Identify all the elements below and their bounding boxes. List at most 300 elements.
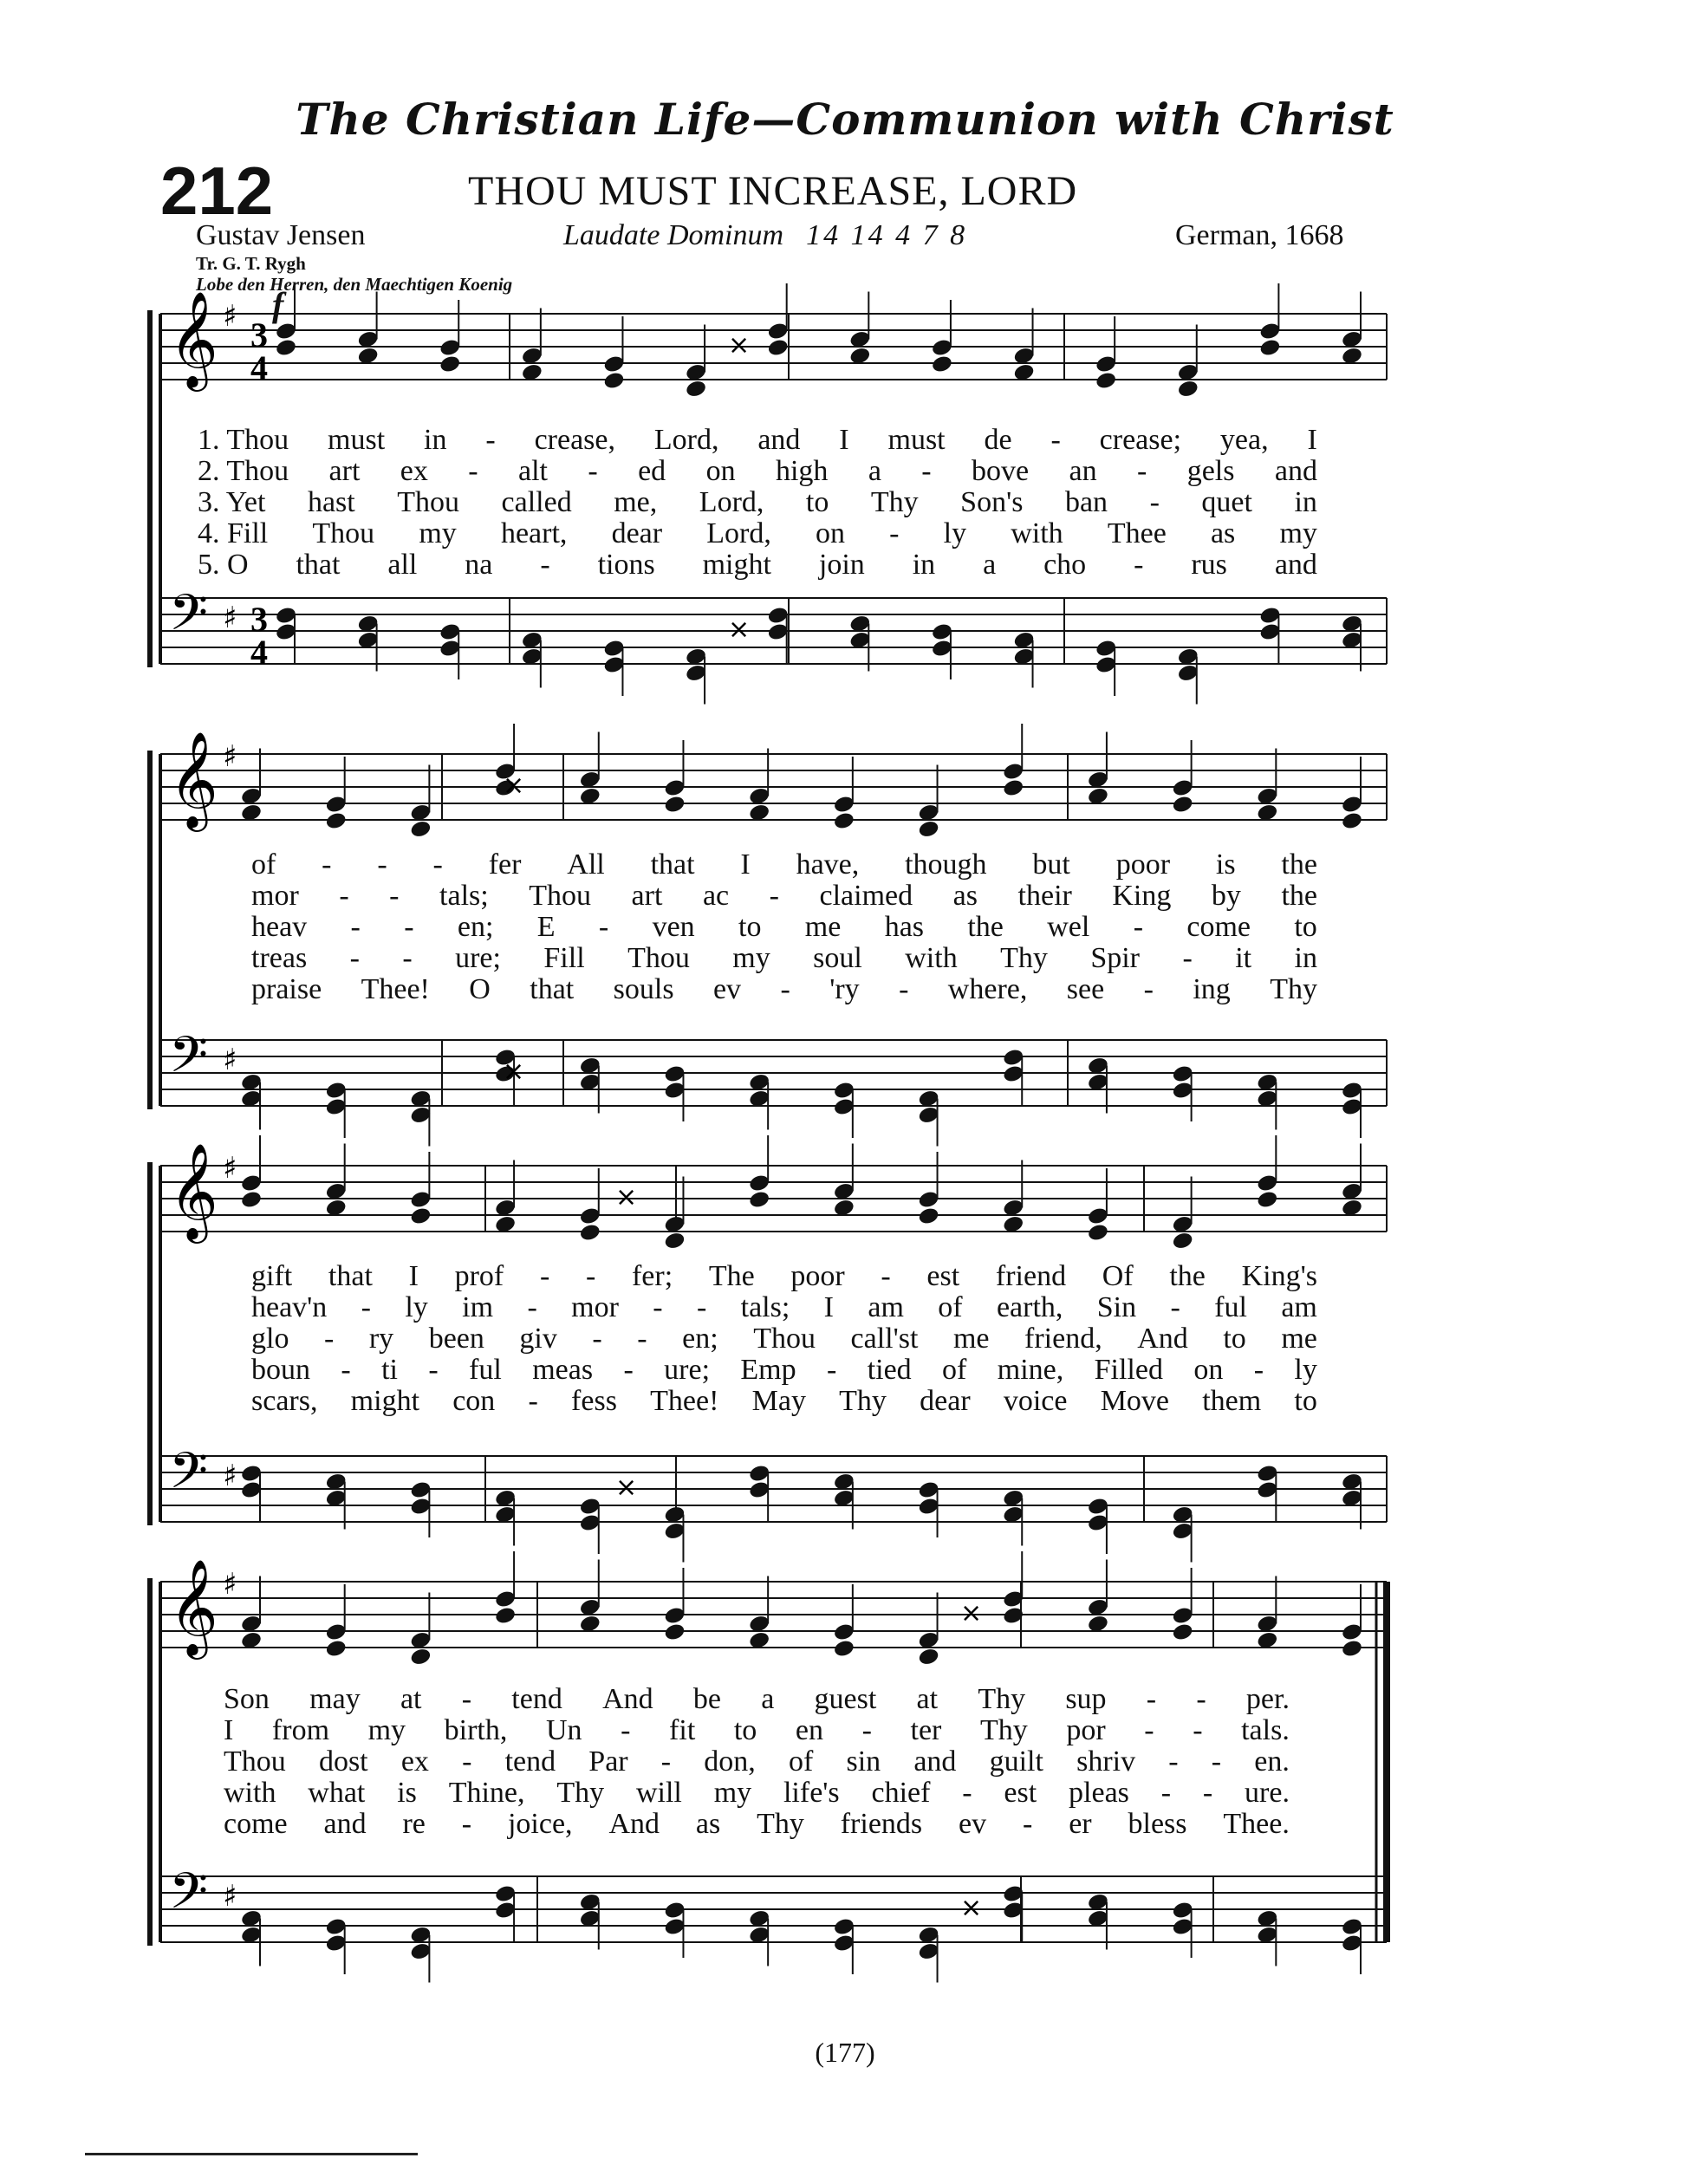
lyric-syllable: yea, [1219,424,1269,456]
lyric-syllable: friends [840,1808,923,1840]
note-head [1172,1231,1194,1251]
lyric-syllable: Thou [627,942,690,974]
lyric-syllable: Son [224,1683,270,1715]
lyric-syllable: on [1193,1354,1224,1386]
lyric-syllable: in [1294,486,1317,518]
note-head [917,1206,939,1226]
lyric-syllable: to [805,486,829,518]
lyric-syllable: - [389,880,400,912]
lyric-syllable: ven [652,911,695,943]
lyric-line [251,849,1317,881]
lyric-line [251,1355,1317,1386]
lyric-syllable: see [1066,973,1105,1005]
lyric-line [224,1684,1290,1715]
lyric-syllable: guilt [989,1745,1043,1778]
lyric-syllable: Filled [1094,1354,1163,1386]
lyric-syllable: - [468,455,478,487]
lyric-syllable: - [462,1745,472,1778]
dynamic-marking-forte: f [272,285,284,324]
lyric-syllable: Thy [1270,973,1317,1005]
lyric-syllable: birth, [444,1714,508,1746]
lyric-syllable: is [1215,848,1236,881]
lyric-syllable: ful [1214,1291,1247,1323]
lyric-syllable: en [795,1714,823,1746]
treble-clef-icon: 𝄞 [169,1558,218,1655]
lyric-syllable: the [1281,880,1317,912]
lyric-syllable: - [598,911,609,943]
lyric-syllable: in [424,424,447,456]
lyric-syllable: heav [251,911,308,943]
lyric-syllable: I [740,848,751,881]
lyric-syllable: poor [1115,848,1171,881]
note-head [409,819,432,839]
lyric-line [198,456,1317,487]
lyric-syllable: - [349,942,360,974]
lyric-syllable: Fill [543,942,585,974]
lyric-syllable: - [637,1323,647,1355]
lyric-syllable: alt [518,455,548,487]
key-signature-sharp-icon: ♯ [223,1043,237,1077]
lyric-syllable: - [428,1354,439,1386]
lyric-syllable: - [881,1260,891,1292]
lyric-syllable: Thee [1107,517,1167,549]
lyric-syllable: And [602,1683,653,1715]
lyric-syllable: by [1211,880,1241,912]
lyric-syllable: Thee! [361,973,430,1005]
lyric-syllable: 1. Thou [198,424,289,456]
lyric-syllable: their [1017,880,1072,912]
bass-clef-icon: 𝄢 [169,1862,209,1933]
lyric-syllable: And [608,1808,660,1840]
lyric-syllable: Thy [979,1714,1028,1746]
lyric-syllable: Son's [960,486,1024,518]
treble-clef-icon: 𝄞 [169,1142,218,1239]
lyric-syllable: my [367,1714,406,1746]
lyric-syllable: Thou [224,1745,286,1778]
lyric-syllable: a [983,549,997,581]
lyric-syllable: - [1168,1745,1179,1778]
lyric-syllable: that [296,549,341,581]
note-head [748,1190,770,1210]
note-head [1341,811,1363,831]
lyric-syllable: na [465,549,493,581]
lyric-syllable: mine, [997,1354,1064,1386]
lyric-syllable: as [695,1808,721,1840]
lyric-syllable: of [251,848,276,881]
lyric-syllable: Thine, [448,1777,525,1809]
quarter-rest-icon: × [503,1056,525,1087]
lyric-syllable: to [1223,1323,1246,1355]
lyric-syllable: my [732,942,770,974]
lyric-syllable: Thou [529,880,592,912]
lyric-syllable: heart, [500,517,568,549]
lyric-syllable: est [926,1260,960,1292]
lyric-syllable: en; [682,1323,718,1355]
lyric-syllable: them [1202,1385,1262,1417]
lyric-syllable: am [868,1291,904,1323]
lyric-syllable: the [967,911,1004,943]
bass-clef-icon: 𝄢 [169,1441,209,1512]
lyric-syllable: a [761,1683,775,1715]
lyric-syllable: joice, [507,1808,573,1840]
lyric-syllable: high [775,455,829,487]
lyric-syllable: - [899,973,909,1005]
lyric-syllable: at [400,1683,422,1715]
key-signature-sharp-icon: ♯ [223,299,237,334]
lyric-syllable: ly [405,1291,428,1323]
note-head [1172,1622,1194,1642]
lyric-line [251,974,1317,1005]
note-head [275,338,297,358]
key-signature-sharp-icon: ♯ [223,1151,237,1186]
lyric-syllable: and [323,1808,367,1840]
lyric-syllable: art [631,880,663,912]
lyric-syllable: life's [783,1777,840,1809]
lyric-syllable: an [1069,455,1097,487]
lyric-syllable: with [1011,517,1063,549]
lyric-syllable: ure; [664,1354,711,1386]
lyric-syllable: Thy [839,1385,887,1417]
lyric-syllable: ly [943,517,967,549]
lyric-line [224,1715,1290,1746]
lyric-line [198,549,1317,581]
lyric-syllable: my [713,1777,752,1809]
lyric-syllable: 3. Yet [198,486,266,518]
lyric-syllable: ure. [1245,1777,1290,1809]
note-head [409,1647,432,1667]
lyric-line [251,1386,1317,1417]
time-signature-numerator: 3 [250,600,268,639]
lyric-syllable: - [485,424,496,456]
lyric-syllable: earth, [996,1291,1063,1323]
lyric-syllable: ing [1193,973,1231,1005]
lyric-syllable: - [621,1714,631,1746]
quarter-rest-icon: × [728,330,751,361]
lyric-syllable: - [540,549,550,581]
lyric-line [251,1292,1317,1323]
lyric-syllable: might [350,1385,420,1417]
lyric-syllable: Emp [740,1354,796,1386]
key-signature-sharp-icon: ♯ [223,1879,237,1914]
lyric-syllable: but [1032,848,1070,881]
lyric-syllable: shriv [1076,1745,1136,1778]
lyric-syllable: - [402,942,413,974]
lyric-syllable: with [905,942,958,974]
lyric-line [224,1778,1290,1809]
lyric-syllable: - [339,880,349,912]
lyric-syllable: - [1182,942,1193,974]
lyric-syllable: where, [947,973,1028,1005]
lyric-line [198,487,1317,518]
treble-clef-icon: 𝄞 [169,290,218,387]
bass-clef-icon: 𝄢 [169,1025,209,1096]
lyric-syllable: - [1196,1683,1206,1715]
note-head [663,1231,686,1251]
quarter-rest-icon: × [728,614,751,645]
lyric-syllable: crease, [534,424,615,456]
lyric-syllable: - [588,455,598,487]
lyric-syllable: - [585,1260,596,1292]
lyric-syllable: - [1143,973,1154,1005]
lyric-syllable: - [1160,1777,1172,1809]
tune-meter: 14 14 4 7 8 [806,219,968,251]
lyric-syllable: er [1069,1808,1092,1840]
lyric-syllable: voice [1003,1385,1068,1417]
lyric-syllable: has [884,911,925,943]
lyric-syllable: will [635,1777,682,1809]
lyric-syllable: from [271,1714,330,1746]
lyric-syllable: of [788,1745,814,1778]
lyric-syllable: The [708,1260,755,1292]
lyric-syllable: cho [1043,549,1087,581]
lyric-syllable: meas [532,1354,594,1386]
lyric-syllable: - [780,973,790,1005]
note-head [663,1622,686,1642]
lyric-syllable: ex [400,455,428,487]
note-head [1341,1639,1363,1659]
lyric-syllable: - [1253,1354,1264,1386]
lyric-line [251,1261,1317,1292]
lyric-syllable: guest [814,1683,877,1715]
lyric-line [251,881,1317,912]
lyric-syllable: - [377,848,387,881]
lyric-syllable: that [650,848,695,881]
lyric-syllable: am [1281,1291,1317,1323]
key-signature-sharp-icon: ♯ [223,1567,237,1602]
lyric-syllable: tals; [439,880,489,912]
lyric-syllable: mor [251,880,299,912]
lyric-syllable: I [839,424,849,456]
lyric-syllable: fer; [631,1260,673,1292]
lyric-syllable: ful [469,1354,502,1386]
lyric-syllable: - [592,1323,602,1355]
time-signature-denominator: 4 [250,633,268,672]
lyric-syllable: Sin [1096,1291,1137,1323]
lyric-syllable: - [461,1808,472,1840]
lyric-syllable: ex [400,1745,429,1778]
lyric-syllable: fit [669,1714,696,1746]
lyric-syllable: of [942,1354,967,1386]
lyric-syllable: con [452,1385,496,1417]
lyric-syllable: Thy [757,1808,804,1840]
lyric-syllable: - [361,1291,371,1323]
lyric-line [224,1809,1290,1840]
lyric-syllable: come [1186,911,1251,943]
lyric-syllable: est [1004,1777,1037,1809]
lyric-syllable: art [328,455,361,487]
note-head [663,795,686,815]
lyric-syllable: - [623,1354,634,1386]
lyric-syllable: - [322,848,332,881]
lyric-syllable: King [1112,880,1172,912]
note-head [1095,371,1117,391]
lyric-syllable: call'st [850,1323,919,1355]
lyric-syllable: the [1169,1260,1206,1292]
note-head [1177,379,1199,399]
lyric-syllable: bless [1128,1808,1187,1840]
lyric-syllable: gift [251,1260,293,1292]
lyric-syllable: - [962,1777,972,1809]
lyric-syllable: - [1023,1808,1033,1840]
footer-rule [85,2153,418,2155]
lyric-syllable: - [539,1260,550,1292]
lyric-syllable: 2. Thou [198,455,289,487]
lyric-syllable: - [889,517,900,549]
lyric-syllable: giv [519,1323,557,1355]
lyric-syllable: what [308,1777,366,1809]
lyric-syllable: - [1202,1777,1213,1809]
note-head [602,371,625,391]
lyric-syllable: ac [702,880,730,912]
lyric-syllable: mor [571,1291,619,1323]
lyric-syllable: Spir [1090,942,1141,974]
note-head [1172,795,1194,815]
lyric-syllable: - [1144,1714,1154,1746]
lyric-syllable: gels [1186,455,1235,487]
lyric-syllable: - [769,880,779,912]
lyric-syllable: in [1294,942,1317,974]
quarter-rest-icon: × [960,1893,983,1923]
lyric-syllable: por [1066,1714,1106,1746]
lyric-syllable: Thee! [650,1385,719,1417]
lyric-syllable: ter [910,1714,942,1746]
lyric-syllable: to [1294,911,1317,943]
lyric-syllable: and [913,1745,957,1778]
lyric-syllable: ly [1294,1354,1317,1386]
lyric-syllable: - [1134,549,1144,581]
lyric-syllable: the [1281,848,1317,881]
lyric-syllable: - [461,1683,472,1715]
lyric-syllable: scars, [251,1385,318,1417]
original-title: Lobe den Herren, den Maechtigen Koenig [196,274,513,295]
lyric-syllable: and [1274,549,1317,581]
lyric-syllable: fer [488,848,522,881]
lyric-syllable: to [733,1714,757,1746]
note-head [494,1606,517,1626]
lyric-syllable: I [224,1714,234,1746]
lyric-syllable: must [887,424,946,456]
note-head [1087,1223,1109,1243]
lyric-line [224,1746,1290,1778]
lyric-syllable: treas [251,942,308,974]
lyric-syllable: crease; [1099,424,1182,456]
hymn-number: 212 [160,153,274,229]
lyric-syllable: - [1170,1291,1180,1323]
lyric-syllable: as [952,880,978,912]
translator-credit: Tr. G. T. Rygh [196,253,306,274]
lyric-syllable: that [328,1260,373,1292]
note-head [439,354,461,374]
note-head [325,811,348,831]
lyric-syllable: ed [638,455,666,487]
lyric-syllable: - [528,1385,538,1417]
lyric-syllable: - [1211,1745,1222,1778]
lyric-syllable: been [428,1323,484,1355]
lyric-syllable: - [861,1714,872,1746]
lyric-syllable: - [1193,1714,1203,1746]
lyric-syllable: Move [1100,1385,1170,1417]
note-head [1258,338,1281,358]
lyric-syllable: join [818,549,865,581]
lyric-syllable: tals. [1241,1714,1290,1746]
note-head [833,1639,855,1659]
tune-origin: German, 1668 [1175,219,1344,251]
lyric-syllable: may [309,1683,361,1715]
lyric-syllable: pleas [1069,1777,1129,1809]
lyric-syllable: hast [307,486,355,518]
quarter-rest-icon: × [503,770,525,801]
lyric-syllable: in [912,549,936,581]
lyric-syllable: don, [704,1745,756,1778]
lyric-syllable: bove [972,455,1030,487]
lyric-syllable: all [387,549,418,581]
key-signature-sharp-icon: ♯ [223,601,237,635]
time-signature-denominator: 4 [250,348,268,387]
note-head [685,379,707,399]
lyric-syllable: me [1281,1323,1317,1355]
note-head [767,338,790,358]
lyric-syllable: it [1235,942,1252,974]
lyric-syllable: to [738,911,762,943]
lyric-syllable: have, [796,848,860,881]
lyric-syllable: 'ry [829,973,860,1005]
lyric-syllable: heav'n [251,1291,328,1323]
lyric-syllable: to [1294,1385,1317,1417]
lyric-syllable: me [952,1323,990,1355]
lyric-syllable: ev [712,973,742,1005]
lyric-syllable: ure; [455,942,501,974]
lyric-syllable: ban [1064,486,1108,518]
lyric-syllable: sup [1065,1683,1107,1715]
lyric-syllable: - [826,1354,837,1386]
lyric-syllable: per. [1245,1683,1290,1715]
lyric-syllable: - [1133,911,1144,943]
lyric-line [251,912,1317,943]
lyric-syllable: I [1307,424,1317,456]
quarter-rest-icon: × [960,1598,983,1628]
lyric-syllable: rus [1191,549,1227,581]
note-head [833,811,855,831]
lyric-syllable: claimed [819,880,913,912]
lyric-syllable: tend [504,1745,556,1778]
lyric-syllable: that [530,973,575,1005]
lyric-syllable: friend, [1024,1323,1102,1355]
lyric-syllable: dear [920,1385,971,1417]
lyric-syllable: 5. O [198,549,249,581]
lyric-syllable: de [984,424,1012,456]
hymn-author: Gustav Jensen [196,219,366,251]
note-head [325,1639,348,1659]
note-head [240,1190,263,1210]
lyric-syllable: of [938,1291,963,1323]
lyric-syllable: be [692,1683,721,1715]
lyric-syllable: tied [867,1354,912,1386]
lyric-syllable: Lord, [653,424,719,456]
tune-name: Laudate Dominum [563,219,784,251]
lyric-syllable: sin [846,1745,881,1778]
lyric-syllable: is [397,1777,417,1809]
lyric-syllable: Thy [870,486,919,518]
lyric-syllable: - [341,1354,351,1386]
key-signature-sharp-icon: ♯ [223,739,237,774]
lyric-syllable: though [905,848,987,881]
lyric-syllable: my [419,517,457,549]
lyric-syllable: ti [381,1354,398,1386]
lyric-syllable: me [804,911,842,943]
lyric-syllable: boun [251,1354,310,1386]
lyric-syllable: Thou [397,486,460,518]
lyric-syllable: re [402,1808,426,1840]
